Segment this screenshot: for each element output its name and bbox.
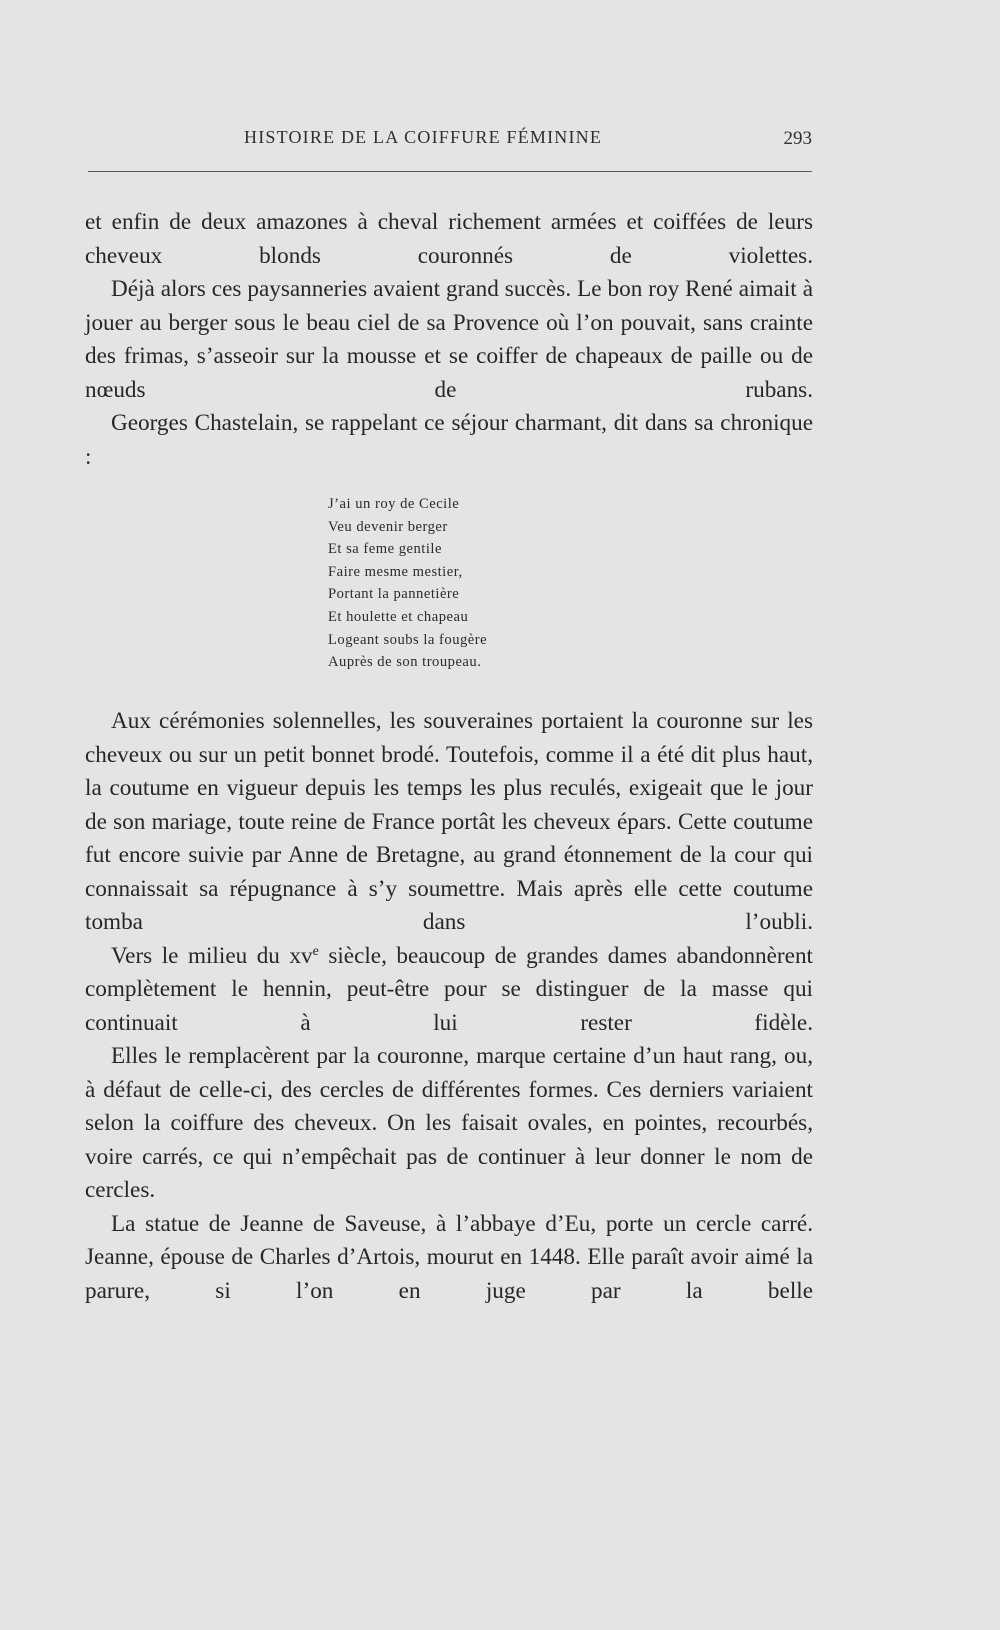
verse-line: Et sa feme gentile bbox=[328, 541, 442, 558]
verse-line: Portant la pannetière bbox=[328, 586, 460, 603]
verse-line: Et houlette et chapeau bbox=[328, 608, 469, 625]
paragraph: Georges Chastelain, se rappelant ce séjour charmant, dit dans sa chronique : bbox=[85, 410, 813, 470]
paragraph bbox=[85, 940, 813, 1041]
paragraph: Elles le remplacèrent par la couronne, marque certaine d’un haut rang, ou, à défaut de celle-ci, des cercles de différentes formes. Ces derniers variaient selon la coiffure des cheveux. On les faisait ovales, en pointes, recourbés, voire carrés, ce qui n’empêchait pas de continuer à leur donner le nom de cercles. bbox=[85, 1043, 813, 1203]
paragraph: La statue de Jeanne de Saveuse, à l’abbaye d’Eu, porte un cercle carré. Jeanne, épouse de Charles d’Artois, mourut en 1448. Elle paraît avoir aimé la parure, si l’on en juge par la belle bbox=[85, 1210, 813, 1304]
verse-line: J’ai un roy de Cecile bbox=[328, 496, 460, 512]
body-text-bottom bbox=[85, 705, 813, 1308]
page-number: 293 bbox=[783, 128, 812, 149]
verse-line: Auprès de son troupeau. bbox=[328, 654, 482, 671]
verse-line: Logeant soubs la fougère bbox=[328, 631, 488, 648]
paragraph: Déjà alors ces paysanneries avaient grand succès. Le bon roy René aimait à jouer au berger sous le beau ciel de sa Provence où l’on pouvait, sans crainte des frimas, s’asseoir sur la mousse et se coiffer de chapeaux de paille ou de nœuds de rubans. bbox=[85, 276, 813, 403]
page-header bbox=[88, 124, 812, 154]
verse-quotation bbox=[328, 493, 487, 674]
paragraph-text: Vers le milieu du xv bbox=[111, 942, 313, 969]
header-rule bbox=[88, 171, 812, 172]
verse-line: Faire mesme mestier, bbox=[328, 563, 463, 580]
paragraph: et enfin de deux amazones à cheval richement armées et coiffées de leurs cheveux blonds couronnés de violettes. bbox=[85, 209, 813, 269]
paragraph: Aux cérémonies solennelles, les souveraines portaient la couronne sur les cheveux ou sur un petit bonnet brodé. Toutefois, comme il a été dit plus haut, la coutume en vigueur depuis les temps les plus reculés, exigeait que le jour de son mariage, toute reine de France portât les cheveux épars. Cette coutume fut encore suivie par Anne de Bretagne, au grand étonnement de la cour qui connaissait sa répugnance à s’y soumettre. Mais après elle cette coutume tomba dans l’oubli. bbox=[85, 708, 813, 935]
running-title: HISTOIRE DE LA COIFFURE FÉMININE bbox=[244, 127, 603, 147]
superscript: e bbox=[312, 943, 319, 959]
verse-line: Veu devenir berger bbox=[328, 518, 448, 535]
paragraph-text: siècle, beaucoup de grandes dames abandonnèrent complètement le hennin, peut-être pour se distinguer de la masse qui continuait à lui rester fidèle. bbox=[85, 942, 813, 1036]
body-text-top bbox=[85, 206, 813, 474]
